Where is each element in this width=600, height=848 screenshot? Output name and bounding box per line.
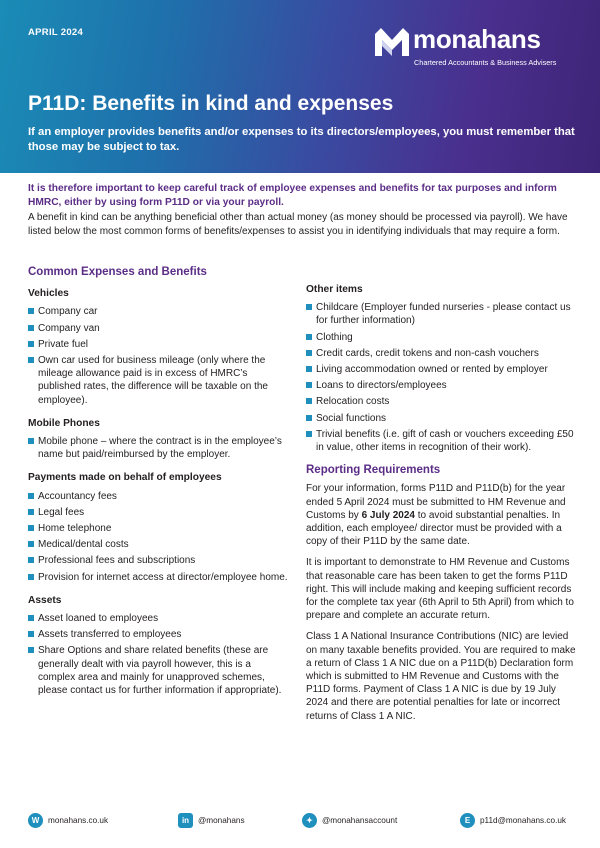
footer-linkedin[interactable]: in @monahans [178,813,245,828]
bullet-icon [28,525,34,531]
bullet-icon [28,631,34,637]
logo-mark-icon [375,28,409,56]
other-items-list [306,301,580,454]
list-item: Legal fees [28,506,290,519]
lead-text: It is therefore important to keep careful track of employee expenses and benefits for tax purposes and inform HMRC, either by using form P11D or via your payroll. [28,183,557,208]
list-item: Professional fees and subscriptions [28,554,290,567]
group-list [28,305,290,406]
bullet-icon [28,308,34,314]
footer [0,808,600,834]
bullet-icon [306,431,312,437]
list-item: Company car [28,305,290,318]
bullet-icon [28,438,34,444]
benefit-groups [28,287,290,707]
header-banner [0,0,600,173]
list-item: Relocation costs [306,395,580,408]
section-heading: Common Expenses and Benefits [28,266,207,278]
footer-twitter[interactable]: ✦ @monahansaccount [302,813,397,828]
list-item: Accountancy fees [28,490,290,503]
bullet-icon [28,615,34,621]
list-item: Trivial benefits (i.e. gift of cash or vouchers exceeding £50 in value, other items in recognition of their work). [306,428,580,454]
bullet-icon [28,493,34,499]
group-list [28,612,290,697]
group-heading: Mobile Phones [28,417,100,429]
list-item: Private fuel [28,338,290,351]
list-item: Credit cards, credit tokens and non-cash vouchers [306,347,580,360]
list-item: Share Options and share related benefits (these are generally dealt with via payroll however, this is a complex area and mainly for unapproved schemes, please contact us for further information if appropriate). [28,644,290,697]
bullet-icon [306,350,312,356]
issue-date: APRIL 2024 [28,27,84,38]
list-item: Assets transferred to employees [28,628,290,641]
bullet-icon [28,509,34,515]
page-title: P11D: Benefits in kind and expenses [28,92,394,115]
bullet-icon [306,415,312,421]
reporting-paragraph-2: It is important to demonstrate to HM Revenue and Customs that reasonable care has been taken to get the forms P11D right. This will include making and keeping sufficient records for the complete tax year (6th April to 5th April) from which to prepare and complete an accurate return. [306,557,574,622]
left-column [28,266,290,707]
reporting-paragraph-1: For your information, forms P11D and P11D(b) for the year ended 5 April 2024 must be submitted to HM Revenue and Customs by 6 July 2024 to avoid substantial penalties. In addition, each employee/ director must be provided with a copy of their P11D by the same date. [306,483,566,548]
list-item: Childcare (Employer funded nurseries - please contact us for further information) [306,301,580,327]
other-items-heading: Other items [306,284,363,295]
bullet-icon [306,398,312,404]
list-item: Asset loaned to employees [28,612,290,625]
list-item: Medical/dental costs [28,538,290,551]
bullet-icon [306,382,312,388]
bullet-icon [306,304,312,310]
email-icon: E [460,813,475,828]
twitter-icon: ✦ [302,813,317,828]
linkedin-icon: in [178,813,193,828]
group-list [28,435,290,461]
list-item: Social functions [306,412,580,425]
list-item: Provision for internet access at director/employee home. [28,571,290,584]
intro-text: If an employer provides benefits and/or expenses to its directors/employees, you must remember that those may be subject to tax. [28,126,575,153]
bullet-icon [306,366,312,372]
bullet-icon [28,647,34,653]
brand-name: monahans [413,24,541,54]
website-icon: W [28,813,43,828]
bullet-icon [28,341,34,347]
bullet-icon [28,557,34,563]
right-column [306,283,580,731]
list-item: Mobile phone – where the contract is in the employee’s name but paid/reimbursed by the employer. [28,435,290,461]
list-item: Home telephone [28,522,290,535]
bullet-icon [306,334,312,340]
reporting-heading: Reporting Requirements [306,464,441,477]
bullet-icon [28,574,34,580]
brand-tagline: Chartered Accountants & Business Advisers [414,58,557,67]
list-item: Company van [28,322,290,335]
group-heading: Vehicles [28,288,69,300]
list-item: Living accommodation owned or rented by employer [306,363,580,376]
list-item: Loans to directors/employees [306,379,580,392]
brand-logo[interactable] [375,24,575,76]
bullet-icon [28,325,34,331]
group-list [28,490,290,584]
group-heading: Payments made on behalf of employees [28,472,222,484]
list-item: Own car used for business mileage (only where the mileage allowance paid is in excess of HMRC’s published rates, the difference will be taxable on the employee). [28,354,290,407]
reporting-paragraph-3: Class 1 A National Insurance Contributions (NIC) are levied on many taxable benefits provided. You are required to make a return of Class 1 A NIC due on a P11D(b) Declaration form which is submitted to HM Revenue and Customs with the P11D forms. Payment of Class 1 A NIC is due by 19 July 2024 and there are potential penalties for late or incorrect returns of Class 1 A NIC. [306,631,576,722]
footer-email[interactable]: E p11d@monahans.co.uk [460,813,566,828]
bullet-icon [28,541,34,547]
list-item: Clothing [306,331,580,344]
intro-paragraph: A benefit in kind can be anything beneficial other than actual money (as money should be processed via payroll). We have listed below the most common forms of benefits/expenses to assist you in identifying individuals that may require a form. [28,212,568,237]
bullet-icon [28,357,34,363]
group-heading: Assets [28,594,62,606]
footer-website[interactable]: W monahans.co.uk [28,813,108,828]
